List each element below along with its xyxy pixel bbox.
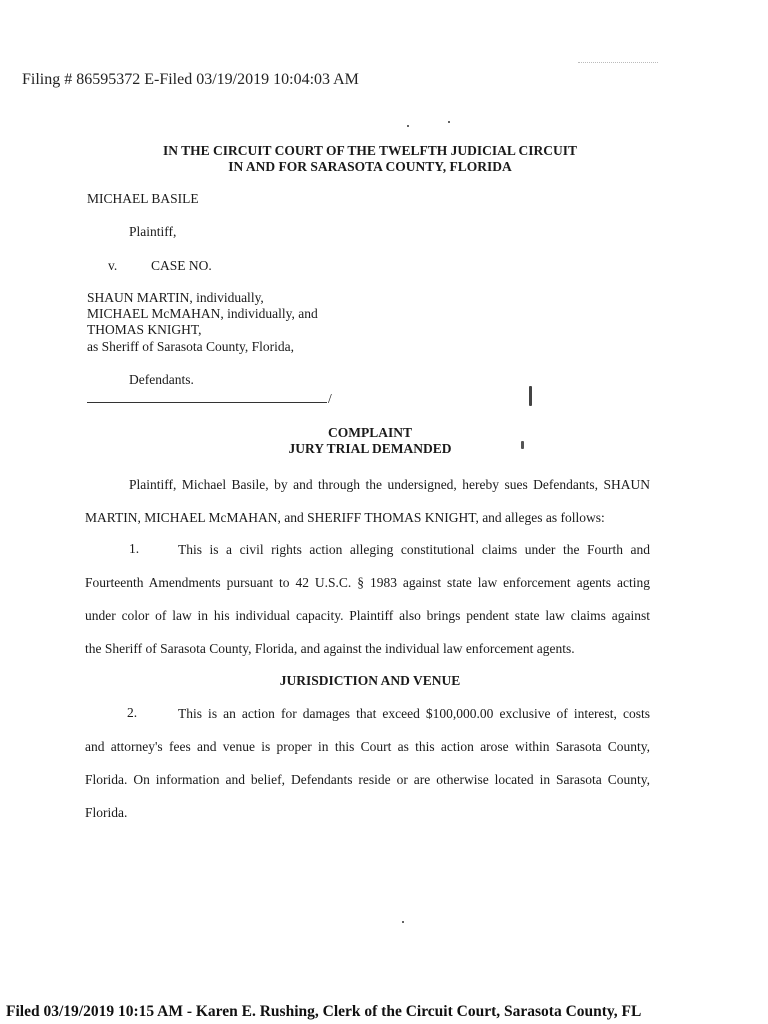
paragraph-2 xyxy=(85,697,650,829)
filing-stamp: Filing # 86595372 E-Filed 03/19/2019 10:04:03 AM xyxy=(22,71,359,88)
paragraph-number: 1. xyxy=(129,541,140,556)
section-heading: JURISDICTION AND VENUE xyxy=(279,673,461,688)
defendants-role: Defendants. xyxy=(129,372,194,387)
defendant-line: as Sheriff of Sarasota County, Florida, xyxy=(87,339,294,354)
paragraph-line: Florida. On information and belief, Defendants reside or are otherwise located in Sarasota County, xyxy=(85,772,650,787)
paragraph-number: 2. xyxy=(127,705,138,720)
paragraph-line: This is a civil rights action alleging constitutional claims under the Fourth and xyxy=(178,542,650,557)
scan-speck xyxy=(529,386,532,406)
intro-line: Plaintiff, Michael Basile, by and through the undersigned, hereby sues Defendants, SHAUN xyxy=(129,477,650,492)
scan-speck xyxy=(521,441,524,449)
case-number-label: CASE NO. xyxy=(151,258,212,273)
paragraph-line: the Sheriff of Sarasota County, Florida, and against the individual law enforcement agents. xyxy=(85,641,575,656)
paragraph-line: under color of law in his individual capacity. Plaintiff also brings pendent state law claims against xyxy=(85,608,650,623)
scan-speck xyxy=(407,125,409,127)
jury-demand-title: JURY TRIAL DEMANDED xyxy=(288,441,452,456)
plaintiff-name: MICHAEL BASILE xyxy=(87,191,199,206)
scan-speck xyxy=(448,121,450,123)
scan-noise xyxy=(578,62,658,63)
court-name-line1: IN THE CIRCUIT COURT OF THE TWELFTH JUDICIAL CIRCUIT xyxy=(162,143,578,158)
versus: v. xyxy=(108,258,118,273)
scan-speck xyxy=(402,921,404,923)
defendant-line: MICHAEL McMAHAN, individually, and xyxy=(87,306,318,321)
intro-paragraph xyxy=(85,468,650,534)
intro-line: MARTIN, MICHAEL McMAHAN, and SHERIFF THOMAS KNIGHT, and alleges as follows: xyxy=(85,510,605,525)
caption-slash: / xyxy=(328,391,332,406)
paragraph-line: and attorney's fees and venue is proper in this Court as this action arose within Sarasota County, xyxy=(85,739,650,754)
caption-rule xyxy=(87,402,327,403)
paragraph-1 xyxy=(85,533,650,665)
paragraph-line: This is an action for damages that exceed $100,000.00 exclusive of interest, costs xyxy=(178,706,650,721)
paragraph-line: Florida. xyxy=(85,805,128,820)
paragraph-line: Fourteenth Amendments pursuant to 42 U.S.C. § 1983 against state law enforcement agents acting xyxy=(85,575,650,590)
plaintiff-role: Plaintiff, xyxy=(129,224,177,239)
defendant-line: SHAUN MARTIN, individually, xyxy=(87,290,264,305)
clerk-stamp: Filed 03/19/2019 10:15 AM - Karen E. Rushing, Clerk of the Circuit Court, Sarasota County, FL xyxy=(6,1003,642,1020)
defendant-line: THOMAS KNIGHT, xyxy=(87,322,202,337)
court-name-line2: IN AND FOR SARASOTA COUNTY, FLORIDA xyxy=(228,159,512,174)
complaint-title: COMPLAINT xyxy=(328,425,412,440)
